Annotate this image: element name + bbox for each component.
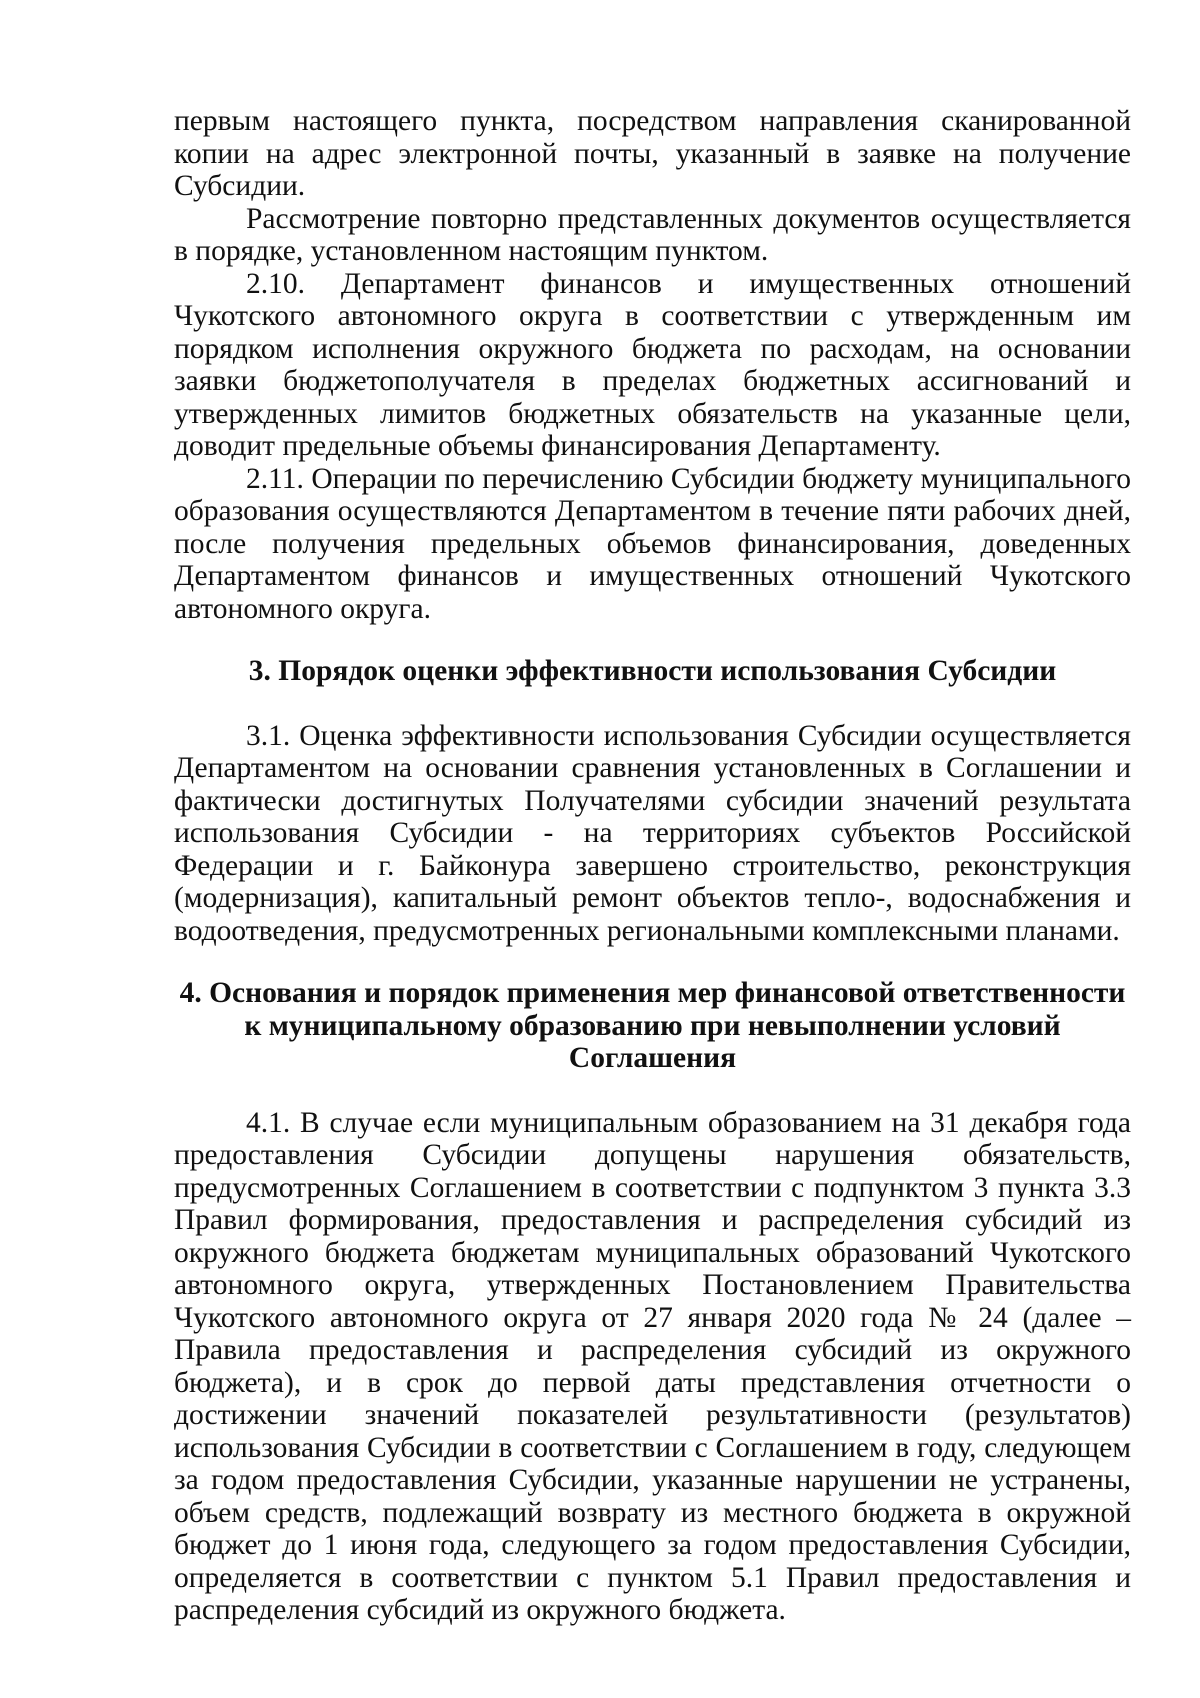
section-4-heading-line-1: 4. Основания и порядок применения мер финансовой ответственности: [179, 977, 1126, 1009]
section-4-heading: [174, 977, 1131, 1075]
spacer: [174, 688, 1131, 720]
spacer: [174, 947, 1131, 977]
paragraph-review: Рассмотрение повторно представленных документов осуществляется в порядке, установленном настоящим пунктом.: [174, 202, 1131, 267]
paragraph-2-10: 2.10. Департамент финансов и имущественных отношений Чукотского автономного округа в соответствии с утвержденным им порядком исполнения окружного бюджета по расходам, на основании заявки бюджетополучателя в пределах бюджетных ассигнований и утвержденных лимитов бюджетных обязательств на указанные цели, доводит предельные объемы финансирования Департаменту.: [174, 267, 1131, 462]
section-4-heading-line-2: к муниципальному образованию при невыполнении условий: [244, 1009, 1061, 1042]
paragraph-continuation: первым настоящего пункта, посредством направления сканированной копии на адрес электронной почты, указанный в заявке на получение Субсидии.: [174, 105, 1131, 202]
section-3-heading: 3. Порядок оценки эффективности использования Субсидии: [248, 655, 1057, 687]
document-page: [174, 105, 1131, 1627]
section-4-heading-line-3: Соглашения: [568, 1042, 737, 1074]
spacer: [174, 625, 1131, 655]
paragraph-3-1: 3.1. Оценка эффективности использования Субсидии осуществляется Департаментом на основании сравнения установленных в Соглашении и фактически достигнутых Получателями субсидии значений результата использования Субсидии - на территориях субъектов Российской Федерации и г. Байконура завершено строительство, реконструкция (модернизация), капитальный ремонт объектов тепло-, водоснабжения и водоотведения, предусмотренных региональными комплексными планами.: [174, 719, 1131, 947]
paragraph-4-1: 4.1. В случае если муниципальным образованием на 31 декабря года предоставления Субсидии допущены нарушения обязательств, предусмотренных Соглашением в соответствии с подпунктом 3 пункта 3.3 Правил формирования, предоставления и распределения субсидий из окружного бюджета бюджетам муниципальных образований Чукотского автономного округа, утвержденных Постановлением Правительства Чукотского автономного округа от 27 января 2020 года № 24 (далее – Правила предоставления и распределения субсидий из окружного бюджета), и в срок до первой даты представления отчетности о достижении значений показателей результативности (результатов) использования Субсидии в соответствии с Соглашением в году, следующем за годом предоставления Субсидии, указанные нарушении не устранены, объем средств, подлежащий возврату из местного бюджета в окружной бюджет до 1 июня года, следующего за годом предоставления Субсидии, определяется в соответствии с пунктом 5.1 Правил предоставления и распределения субсидий из окружного бюджета.: [174, 1106, 1131, 1626]
spacer: [174, 1075, 1131, 1107]
paragraph-2-11: 2.11. Операции по перечислению Субсидии бюджету муниципального образования осуществляются Департаментом в течение пяти рабочих дней, после получения предельных объемов финансирования, доведенных Департаментом финансов и имущественных отношений Чукотского автономного округа.: [174, 462, 1131, 625]
